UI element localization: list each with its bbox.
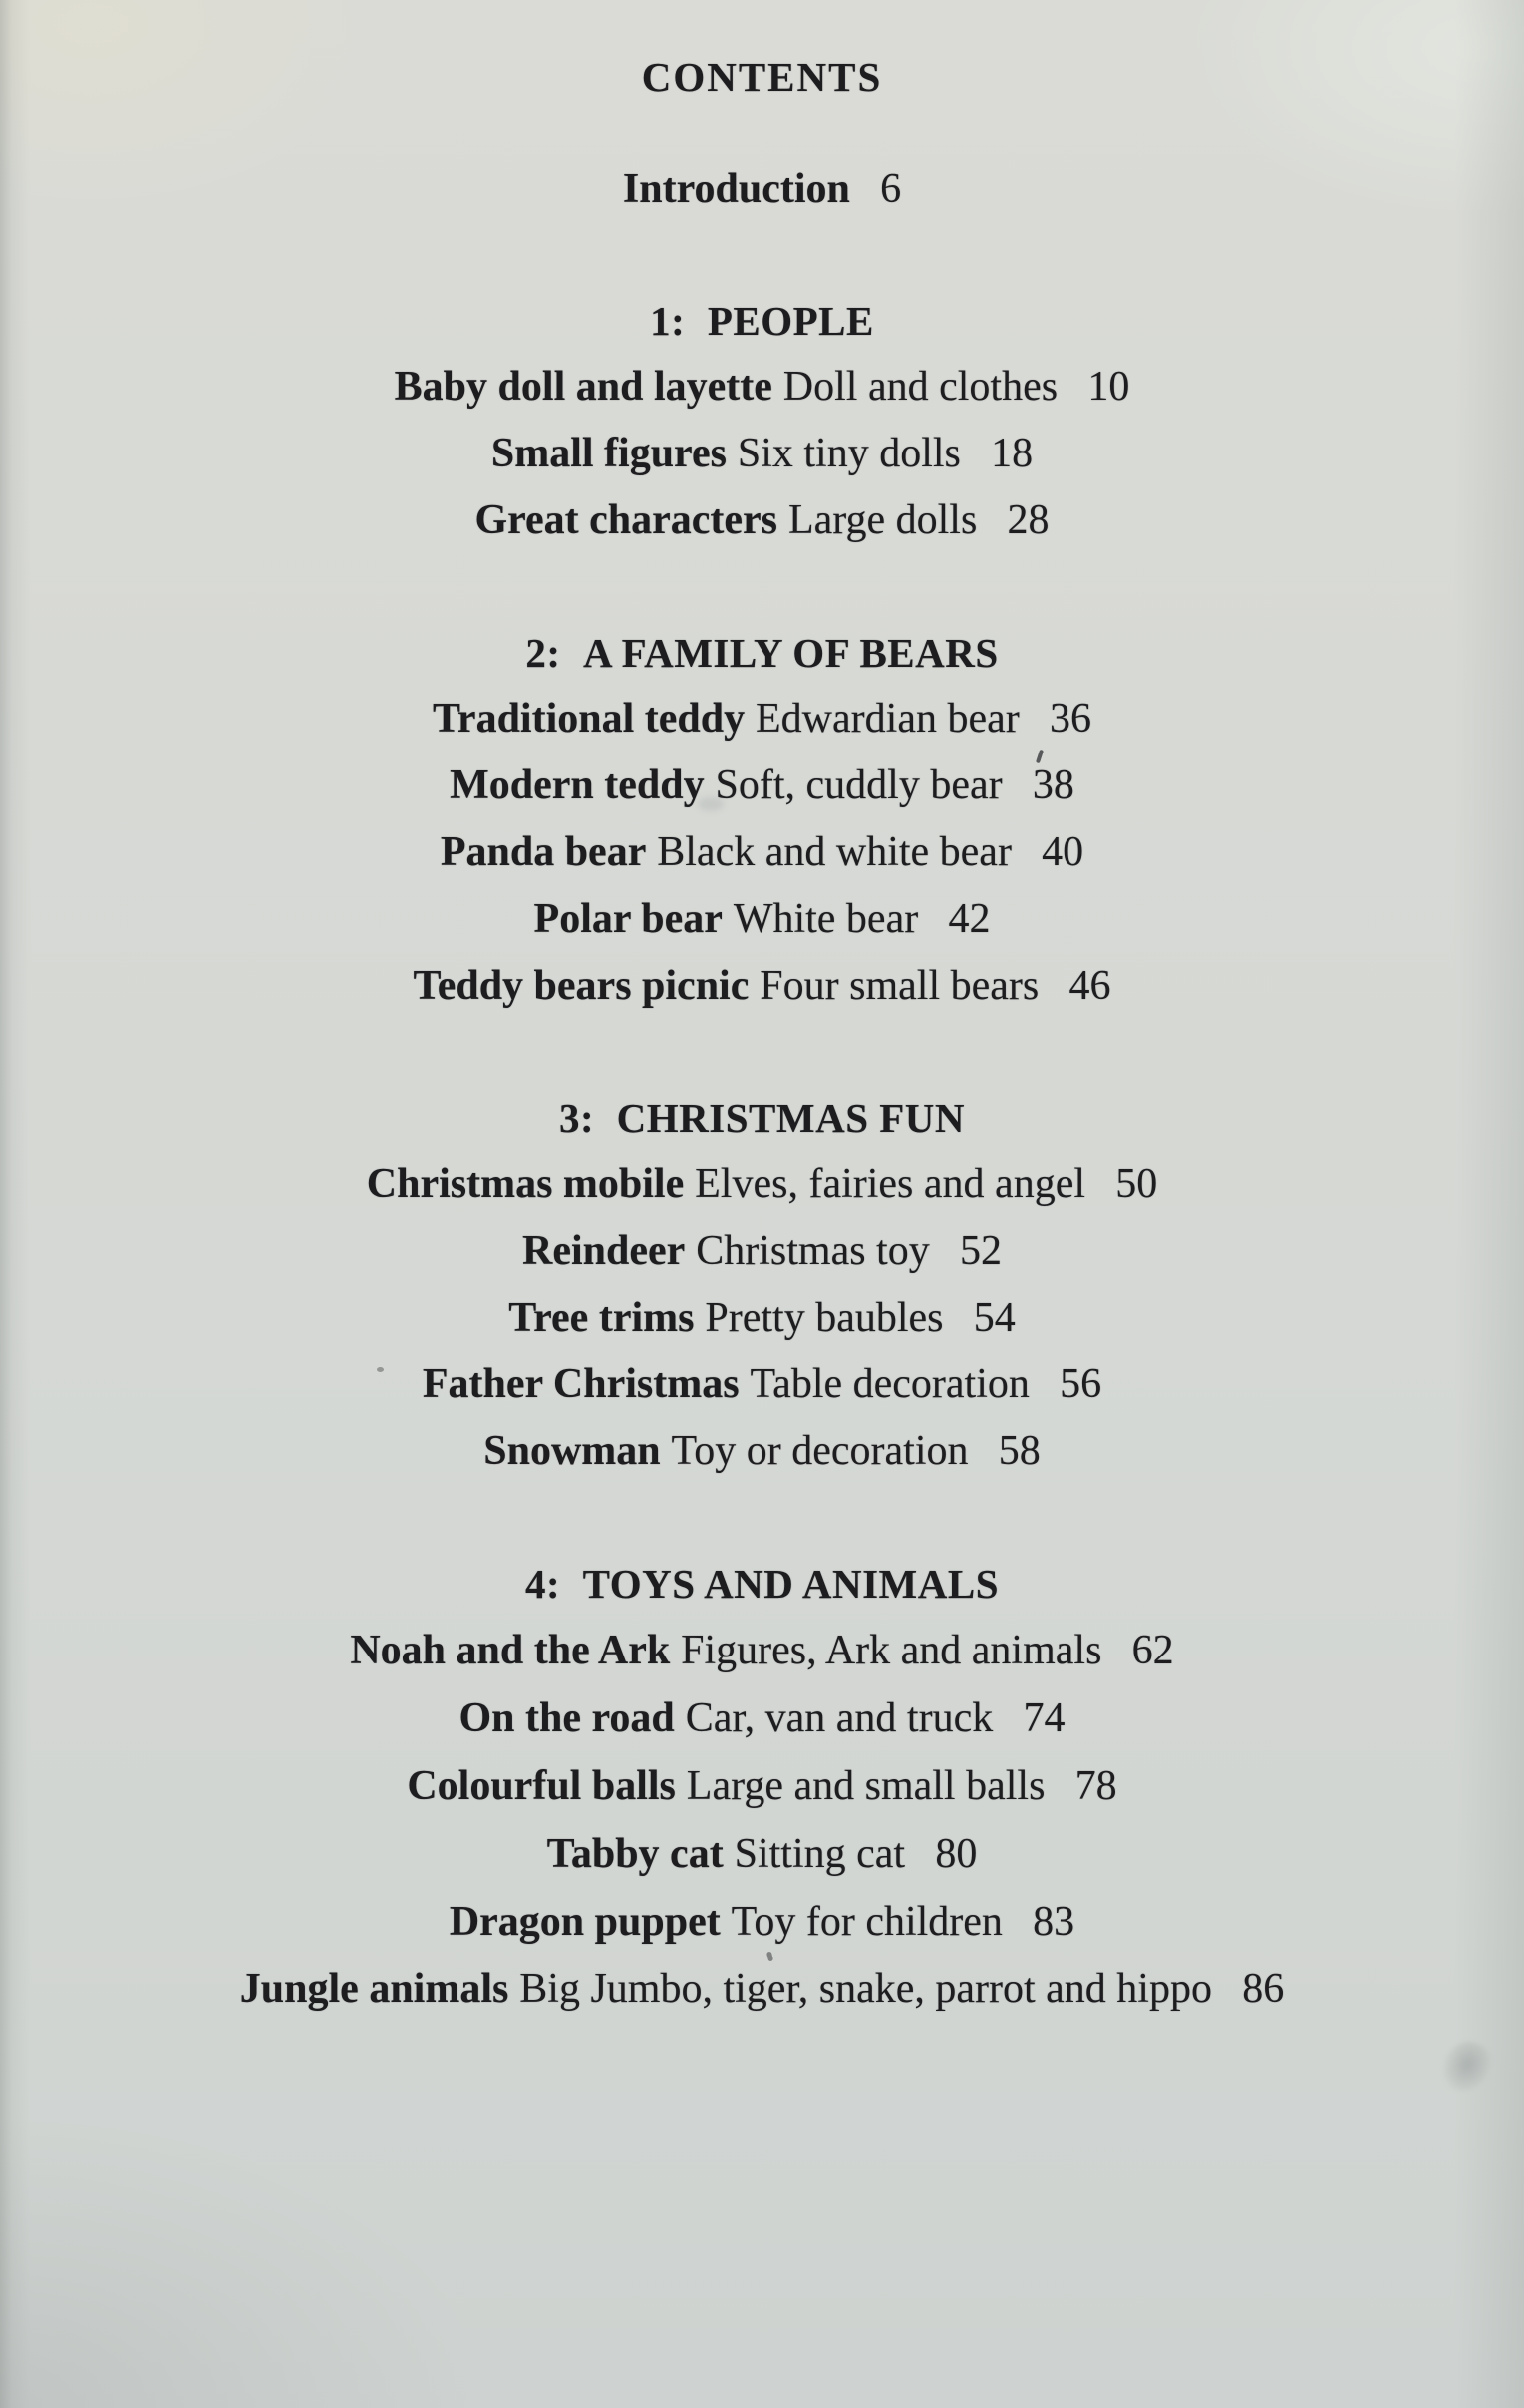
entry-page-number: 54 bbox=[973, 1295, 1016, 1341]
toc-entry bbox=[0, 1820, 1524, 1888]
section-number: 4: bbox=[524, 1561, 561, 1607]
toc-entry bbox=[0, 1888, 1524, 1956]
entry-title: Teddy bears picnic bbox=[413, 963, 750, 1009]
introduction-line bbox=[0, 156, 1524, 222]
toc-section bbox=[0, 288, 1524, 554]
introduction-page-number: 6 bbox=[880, 166, 902, 212]
entry-page-number: 74 bbox=[1023, 1695, 1066, 1741]
toc-entry bbox=[0, 487, 1524, 554]
toc-entry bbox=[0, 819, 1524, 886]
section-heading bbox=[0, 1085, 1524, 1151]
section-name: PEOPLE bbox=[707, 298, 874, 344]
entry-page-number: 83 bbox=[1033, 1899, 1075, 1945]
entry-title: Small figures bbox=[490, 431, 727, 476]
entry-description: Black and white bear bbox=[657, 829, 1012, 875]
entry-title: Father Christmas bbox=[422, 1361, 740, 1407]
entry-description: Doll and clothes bbox=[782, 364, 1059, 410]
toc-entry bbox=[0, 1684, 1524, 1752]
entry-page-number: 50 bbox=[1115, 1161, 1158, 1207]
entry-description: Toy or decoration bbox=[671, 1428, 969, 1474]
toc-sections bbox=[0, 288, 1524, 2023]
toc-entry bbox=[0, 752, 1524, 819]
toc-section bbox=[0, 1551, 1524, 2023]
section-entries bbox=[0, 354, 1524, 554]
toc-entry bbox=[0, 1218, 1524, 1285]
toc-section bbox=[0, 620, 1524, 1020]
entry-title: Traditional teddy bbox=[433, 696, 746, 742]
entry-title: Christmas mobile bbox=[366, 1161, 685, 1207]
entry-title: Panda bear bbox=[440, 829, 647, 875]
entry-description: Toy for children bbox=[731, 1899, 1003, 1945]
entry-description: Four small bears bbox=[760, 963, 1040, 1009]
entry-page-number: 78 bbox=[1074, 1763, 1117, 1809]
entry-page-number: 42 bbox=[948, 896, 991, 942]
toc-entry bbox=[0, 1285, 1524, 1352]
entry-description: Big Jumbo, tiger, snake, parrot and hippo bbox=[519, 1966, 1212, 2012]
entry-description: Six tiny dolls bbox=[737, 431, 961, 476]
entry-page-number: 80 bbox=[935, 1831, 978, 1877]
section-number: 1: bbox=[650, 298, 686, 344]
section-entries bbox=[0, 686, 1524, 1020]
section-heading bbox=[0, 1551, 1524, 1617]
entry-page-number: 52 bbox=[959, 1228, 1002, 1274]
entry-description: Table decoration bbox=[750, 1361, 1030, 1407]
entry-title: On the road bbox=[458, 1695, 675, 1741]
toc-entry bbox=[0, 1418, 1524, 1485]
entry-title: Jungle animals bbox=[239, 1966, 509, 2012]
introduction-label: Introduction bbox=[622, 166, 850, 212]
entry-page-number: 56 bbox=[1060, 1361, 1102, 1407]
toc-entry bbox=[0, 1956, 1524, 2023]
section-name: A FAMILY OF BEARS bbox=[583, 630, 999, 676]
entry-description: Large dolls bbox=[787, 497, 978, 543]
entry-description: Figures, Ark and animals bbox=[681, 1628, 1102, 1673]
entry-title: Reindeer bbox=[522, 1228, 686, 1274]
entry-description: Elves, fairies and angel bbox=[695, 1161, 1085, 1207]
entry-description: Edwardian bear bbox=[756, 696, 1020, 742]
entry-page-number: 10 bbox=[1087, 364, 1130, 410]
entry-page-number: 38 bbox=[1032, 762, 1074, 808]
entry-description: Car, van and truck bbox=[685, 1695, 994, 1741]
section-number: 3: bbox=[558, 1095, 595, 1141]
section-heading bbox=[0, 288, 1524, 354]
section-entries bbox=[0, 1151, 1524, 1485]
entry-title: Colourful balls bbox=[407, 1763, 676, 1809]
entry-page-number: 46 bbox=[1068, 963, 1111, 1009]
entry-title: Polar bear bbox=[533, 896, 723, 942]
toc-entry bbox=[0, 886, 1524, 953]
section-entries bbox=[0, 1617, 1524, 2023]
toc-entry bbox=[0, 1752, 1524, 1820]
entry-description: Sitting cat bbox=[734, 1831, 906, 1877]
entry-title: Dragon puppet bbox=[449, 1899, 721, 1945]
entry-page-number: 36 bbox=[1049, 696, 1091, 742]
entry-title: Noah and the Ark bbox=[350, 1628, 671, 1673]
entry-title: Baby doll and layette bbox=[394, 364, 772, 410]
entry-page-number: 40 bbox=[1042, 829, 1084, 875]
entry-description: Soft, cuddly bear bbox=[715, 762, 1003, 808]
entry-page-number: 86 bbox=[1242, 1966, 1285, 2012]
print-speck bbox=[377, 1367, 384, 1372]
entry-description: Christmas toy bbox=[696, 1228, 930, 1274]
entry-description: Large and small balls bbox=[686, 1763, 1046, 1809]
entry-page-number: 58 bbox=[998, 1428, 1041, 1474]
toc-section bbox=[0, 1085, 1524, 1485]
entry-title: Modern teddy bbox=[450, 762, 705, 808]
paper-smudge bbox=[1434, 2034, 1497, 2100]
entry-page-number: 28 bbox=[1007, 497, 1050, 543]
section-heading bbox=[0, 620, 1524, 686]
entry-description: Pretty baubles bbox=[705, 1295, 944, 1341]
page-title: CONTENTS bbox=[641, 54, 883, 100]
toc-entry bbox=[0, 354, 1524, 421]
toc-entry bbox=[0, 686, 1524, 752]
toc-entry bbox=[0, 1617, 1524, 1684]
entry-title: Great characters bbox=[474, 497, 778, 543]
entry-title: Snowman bbox=[483, 1428, 661, 1474]
entry-page-number: 18 bbox=[991, 431, 1034, 476]
toc-entry bbox=[0, 1151, 1524, 1218]
toc-entry bbox=[0, 1352, 1524, 1418]
toc-entry bbox=[0, 421, 1524, 487]
section-name: TOYS AND ANIMALS bbox=[582, 1561, 1000, 1607]
entry-title: Tree trims bbox=[508, 1295, 695, 1341]
paper-smudge bbox=[698, 797, 724, 811]
entry-title: Tabby cat bbox=[546, 1831, 724, 1877]
section-number: 2: bbox=[525, 630, 561, 676]
entry-description: White bear bbox=[733, 896, 919, 942]
toc-entry bbox=[0, 953, 1524, 1020]
entry-page-number: 62 bbox=[1131, 1628, 1174, 1673]
section-name: CHRISTMAS FUN bbox=[616, 1095, 966, 1141]
